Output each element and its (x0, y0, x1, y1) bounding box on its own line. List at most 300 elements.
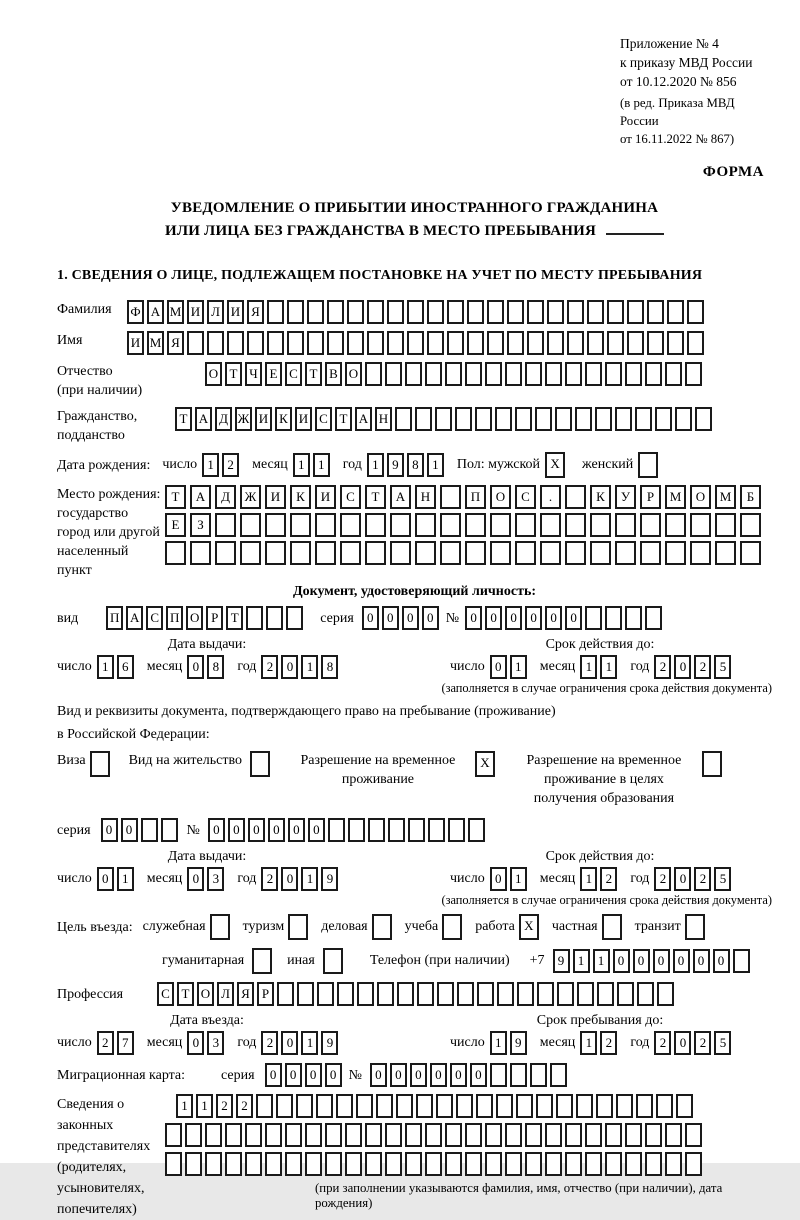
form-cell[interactable]: Р (206, 606, 223, 630)
form-cell[interactable] (428, 818, 445, 842)
form-cell[interactable]: 0 (187, 655, 204, 679)
form-cell[interactable] (340, 513, 361, 537)
form-cell[interactable]: 0 (402, 606, 419, 630)
form-cell[interactable] (645, 1123, 662, 1147)
form-cell[interactable]: М (147, 331, 164, 355)
form-cell[interactable] (547, 331, 564, 355)
form-cell[interactable] (665, 541, 686, 565)
form-cell[interactable] (327, 300, 344, 324)
form-cell[interactable] (415, 407, 432, 431)
form-cell[interactable]: И (227, 300, 244, 324)
form-cell[interactable] (505, 1152, 522, 1176)
form-cell[interactable] (605, 362, 622, 386)
form-cell[interactable] (307, 331, 324, 355)
form-cell[interactable] (565, 1152, 582, 1176)
form-cell[interactable] (210, 914, 230, 940)
form-cell[interactable] (215, 541, 236, 565)
form-cell[interactable]: X (475, 751, 495, 777)
form-cell[interactable] (545, 1123, 562, 1147)
form-cell[interactable] (266, 606, 283, 630)
form-cell[interactable] (267, 300, 284, 324)
form-cell[interactable]: 1 (301, 655, 318, 679)
form-cell[interactable]: Ф (127, 300, 144, 324)
form-cell[interactable] (585, 1123, 602, 1147)
form-cell[interactable] (465, 513, 486, 537)
form-cell[interactable]: 0 (281, 867, 298, 891)
form-cell[interactable]: А (355, 407, 372, 431)
form-cell[interactable]: И (255, 407, 272, 431)
form-cell[interactable]: 1 (593, 949, 610, 973)
form-cell[interactable]: И (295, 407, 312, 431)
form-cell[interactable]: Ж (240, 485, 261, 509)
form-cell[interactable]: 0 (285, 1063, 302, 1087)
form-cell[interactable] (545, 362, 562, 386)
form-cell[interactable]: Т (226, 606, 243, 630)
form-cell[interactable] (645, 606, 662, 630)
form-cell[interactable]: С (340, 485, 361, 509)
form-cell[interactable] (636, 1094, 653, 1118)
form-cell[interactable]: 8 (321, 655, 338, 679)
form-cell[interactable] (372, 914, 392, 940)
form-cell[interactable] (587, 331, 604, 355)
form-cell[interactable] (425, 362, 442, 386)
form-cell[interactable] (577, 982, 594, 1006)
form-cell[interactable] (265, 1123, 282, 1147)
form-cell[interactable]: 9 (321, 867, 338, 891)
form-cell[interactable]: И (187, 300, 204, 324)
form-cell[interactable] (252, 948, 272, 974)
form-cell[interactable]: 0 (410, 1063, 427, 1087)
form-cell[interactable] (547, 300, 564, 324)
form-cell[interactable]: 2 (654, 655, 671, 679)
form-cell[interactable]: Е (265, 362, 282, 386)
form-cell[interactable] (530, 1063, 547, 1087)
form-cell[interactable] (475, 407, 492, 431)
form-cell[interactable]: О (197, 982, 214, 1006)
form-cell[interactable]: 1 (313, 453, 330, 477)
form-cell[interactable]: 0 (265, 1063, 282, 1087)
form-cell[interactable] (585, 1152, 602, 1176)
form-cell[interactable]: 1 (490, 1031, 507, 1055)
form-cell[interactable]: Р (257, 982, 274, 1006)
form-cell[interactable] (325, 1152, 342, 1176)
form-cell[interactable] (675, 407, 692, 431)
form-cell[interactable] (585, 606, 602, 630)
form-cell[interactable] (590, 541, 611, 565)
form-cell[interactable] (505, 1123, 522, 1147)
form-cell[interactable] (276, 1094, 293, 1118)
form-cell[interactable] (240, 541, 261, 565)
form-cell[interactable]: А (190, 485, 211, 509)
form-cell[interactable] (607, 300, 624, 324)
form-cell[interactable] (247, 331, 264, 355)
form-cell[interactable]: 0 (490, 655, 507, 679)
form-cell[interactable]: 0 (305, 1063, 322, 1087)
form-cell[interactable] (388, 818, 405, 842)
form-cell[interactable]: 8 (207, 655, 224, 679)
form-cell[interactable] (556, 1094, 573, 1118)
form-cell[interactable]: 3 (207, 1031, 224, 1055)
form-cell[interactable]: 0 (390, 1063, 407, 1087)
form-cell[interactable]: 0 (693, 949, 710, 973)
form-cell[interactable]: 0 (674, 867, 691, 891)
form-cell[interactable]: 2 (654, 1031, 671, 1055)
form-cell[interactable] (337, 982, 354, 1006)
form-cell[interactable]: М (167, 300, 184, 324)
form-cell[interactable]: 0 (208, 818, 225, 842)
form-cell[interactable] (617, 982, 634, 1006)
form-cell[interactable] (465, 362, 482, 386)
form-cell[interactable]: 0 (674, 655, 691, 679)
form-cell[interactable] (465, 541, 486, 565)
form-cell[interactable] (645, 362, 662, 386)
form-cell[interactable] (687, 331, 704, 355)
form-cell[interactable] (627, 300, 644, 324)
form-cell[interactable] (596, 1094, 613, 1118)
form-cell[interactable] (246, 606, 263, 630)
form-cell[interactable] (585, 362, 602, 386)
form-cell[interactable] (647, 331, 664, 355)
form-cell[interactable] (605, 1123, 622, 1147)
form-cell[interactable] (715, 513, 736, 537)
form-cell[interactable] (565, 362, 582, 386)
form-cell[interactable]: 0 (673, 949, 690, 973)
form-cell[interactable]: 1 (176, 1094, 193, 1118)
form-cell[interactable] (315, 541, 336, 565)
form-cell[interactable] (615, 513, 636, 537)
form-cell[interactable] (440, 541, 461, 565)
form-cell[interactable] (286, 606, 303, 630)
form-cell[interactable] (665, 513, 686, 537)
form-cell[interactable]: О (490, 485, 511, 509)
form-cell[interactable]: 1 (367, 453, 384, 477)
form-cell[interactable] (377, 982, 394, 1006)
form-cell[interactable]: 1 (427, 453, 444, 477)
form-cell[interactable] (445, 1152, 462, 1176)
form-cell[interactable] (315, 513, 336, 537)
form-cell[interactable]: А (126, 606, 143, 630)
form-cell[interactable]: А (195, 407, 212, 431)
form-cell[interactable]: 0 (505, 606, 522, 630)
form-cell[interactable] (265, 541, 286, 565)
form-cell[interactable]: 1 (293, 453, 310, 477)
form-cell[interactable] (437, 982, 454, 1006)
form-cell[interactable]: 1 (510, 655, 527, 679)
form-cell[interactable]: 1 (301, 867, 318, 891)
form-cell[interactable]: 0 (525, 606, 542, 630)
form-cell[interactable]: 0 (613, 949, 630, 973)
form-cell[interactable] (527, 300, 544, 324)
form-cell[interactable] (640, 513, 661, 537)
form-cell[interactable] (265, 1152, 282, 1176)
form-cell[interactable]: 0 (450, 1063, 467, 1087)
form-cell[interactable] (507, 300, 524, 324)
form-cell[interactable] (525, 1123, 542, 1147)
form-cell[interactable] (368, 818, 385, 842)
form-cell[interactable]: 0 (362, 606, 379, 630)
form-cell[interactable] (590, 513, 611, 537)
form-cell[interactable]: К (590, 485, 611, 509)
form-cell[interactable] (245, 1152, 262, 1176)
form-cell[interactable] (207, 331, 224, 355)
form-cell[interactable] (477, 982, 494, 1006)
form-cell[interactable]: Я (167, 331, 184, 355)
form-cell[interactable]: 2 (694, 1031, 711, 1055)
form-cell[interactable] (635, 407, 652, 431)
form-cell[interactable] (407, 331, 424, 355)
form-cell[interactable] (485, 362, 502, 386)
form-cell[interactable]: Я (247, 300, 264, 324)
form-cell[interactable]: Н (415, 485, 436, 509)
form-cell[interactable] (690, 541, 711, 565)
form-cell[interactable] (647, 300, 664, 324)
form-cell[interactable] (445, 362, 462, 386)
form-cell[interactable]: X (545, 452, 565, 478)
form-cell[interactable]: 0 (97, 867, 114, 891)
form-cell[interactable]: П (166, 606, 183, 630)
form-cell[interactable] (365, 541, 386, 565)
form-cell[interactable] (505, 362, 522, 386)
form-cell[interactable] (227, 331, 244, 355)
form-cell[interactable]: 9 (387, 453, 404, 477)
form-cell[interactable] (387, 331, 404, 355)
form-cell[interactable] (615, 407, 632, 431)
form-cell[interactable]: X (519, 914, 539, 940)
form-cell[interactable] (456, 1094, 473, 1118)
form-cell[interactable]: Т (335, 407, 352, 431)
form-cell[interactable] (367, 300, 384, 324)
form-cell[interactable]: Б (740, 485, 761, 509)
form-cell[interactable] (448, 818, 465, 842)
form-cell[interactable]: 0 (248, 818, 265, 842)
form-cell[interactable]: Т (165, 485, 186, 509)
form-cell[interactable] (425, 1152, 442, 1176)
form-cell[interactable]: 0 (101, 818, 118, 842)
form-cell[interactable]: Т (177, 982, 194, 1006)
form-cell[interactable] (507, 331, 524, 355)
form-cell[interactable] (408, 818, 425, 842)
form-cell[interactable]: 1 (600, 655, 617, 679)
form-cell[interactable] (427, 331, 444, 355)
form-cell[interactable]: 2 (97, 1031, 114, 1055)
form-cell[interactable]: 9 (321, 1031, 338, 1055)
form-cell[interactable]: О (690, 485, 711, 509)
form-cell[interactable] (733, 949, 750, 973)
form-cell[interactable] (415, 541, 436, 565)
form-cell[interactable]: 1 (301, 1031, 318, 1055)
form-cell[interactable]: 2 (236, 1094, 253, 1118)
form-cell[interactable]: Ч (245, 362, 262, 386)
form-cell[interactable]: 1 (196, 1094, 213, 1118)
form-cell[interactable]: Л (207, 300, 224, 324)
form-cell[interactable]: 0 (268, 818, 285, 842)
form-cell[interactable] (640, 541, 661, 565)
form-cell[interactable]: С (515, 485, 536, 509)
form-cell[interactable] (340, 541, 361, 565)
form-cell[interactable] (540, 541, 561, 565)
form-cell[interactable] (605, 1152, 622, 1176)
form-cell[interactable] (627, 331, 644, 355)
form-cell[interactable] (515, 541, 536, 565)
form-cell[interactable] (357, 982, 374, 1006)
form-cell[interactable] (348, 818, 365, 842)
form-cell[interactable]: 0 (713, 949, 730, 973)
form-cell[interactable] (440, 513, 461, 537)
form-cell[interactable]: Р (640, 485, 661, 509)
form-cell[interactable]: 0 (187, 867, 204, 891)
form-cell[interactable]: 2 (654, 867, 671, 891)
form-cell[interactable] (427, 300, 444, 324)
form-cell[interactable]: 0 (288, 818, 305, 842)
form-cell[interactable] (305, 1123, 322, 1147)
form-cell[interactable] (336, 1094, 353, 1118)
form-cell[interactable] (317, 982, 334, 1006)
form-cell[interactable] (347, 331, 364, 355)
form-cell[interactable] (442, 914, 462, 940)
form-cell[interactable]: 1 (510, 867, 527, 891)
form-cell[interactable] (267, 331, 284, 355)
form-cell[interactable] (602, 914, 622, 940)
form-cell[interactable] (405, 1152, 422, 1176)
form-cell[interactable]: С (157, 982, 174, 1006)
form-cell[interactable] (595, 407, 612, 431)
form-cell[interactable]: 0 (281, 1031, 298, 1055)
form-cell[interactable] (685, 1123, 702, 1147)
form-cell[interactable] (656, 1094, 673, 1118)
form-cell[interactable]: 2 (600, 867, 617, 891)
form-cell[interactable]: С (146, 606, 163, 630)
form-cell[interactable] (447, 331, 464, 355)
form-cell[interactable] (665, 1123, 682, 1147)
form-cell[interactable] (285, 1152, 302, 1176)
form-cell[interactable] (687, 300, 704, 324)
form-cell[interactable]: 3 (207, 867, 224, 891)
form-cell[interactable]: П (465, 485, 486, 509)
form-cell[interactable] (468, 818, 485, 842)
form-cell[interactable]: Т (305, 362, 322, 386)
form-cell[interactable] (190, 541, 211, 565)
form-cell[interactable] (290, 541, 311, 565)
form-cell[interactable] (240, 513, 261, 537)
form-cell[interactable]: А (390, 485, 411, 509)
form-cell[interactable] (256, 1094, 273, 1118)
form-cell[interactable] (347, 300, 364, 324)
form-cell[interactable] (487, 300, 504, 324)
form-cell[interactable]: 0 (370, 1063, 387, 1087)
form-cell[interactable] (540, 513, 561, 537)
form-cell[interactable] (490, 513, 511, 537)
form-cell[interactable]: 5 (714, 655, 731, 679)
form-cell[interactable] (435, 407, 452, 431)
form-cell[interactable] (90, 751, 110, 777)
form-cell[interactable]: В (325, 362, 342, 386)
form-cell[interactable] (305, 1152, 322, 1176)
form-cell[interactable] (245, 1123, 262, 1147)
form-cell[interactable] (365, 1152, 382, 1176)
form-cell[interactable] (345, 1152, 362, 1176)
form-cell[interactable] (638, 452, 658, 478)
form-cell[interactable]: К (275, 407, 292, 431)
form-cell[interactable] (625, 362, 642, 386)
form-cell[interactable] (365, 513, 386, 537)
form-cell[interactable] (396, 1094, 413, 1118)
form-cell[interactable] (395, 407, 412, 431)
form-cell[interactable] (397, 982, 414, 1006)
form-cell[interactable] (307, 300, 324, 324)
form-cell[interactable] (376, 1094, 393, 1118)
form-cell[interactable]: 2 (216, 1094, 233, 1118)
form-cell[interactable] (467, 300, 484, 324)
form-cell[interactable]: 0 (674, 1031, 691, 1055)
form-cell[interactable]: Т (365, 485, 386, 509)
form-cell[interactable] (288, 914, 308, 940)
form-cell[interactable] (550, 1063, 567, 1087)
form-cell[interactable] (296, 1094, 313, 1118)
form-cell[interactable] (567, 300, 584, 324)
form-cell[interactable]: М (665, 485, 686, 509)
form-cell[interactable] (367, 331, 384, 355)
form-cell[interactable]: 2 (694, 655, 711, 679)
form-cell[interactable] (416, 1094, 433, 1118)
form-cell[interactable]: Л (217, 982, 234, 1006)
form-cell[interactable]: 1 (580, 1031, 597, 1055)
form-cell[interactable] (607, 331, 624, 355)
form-cell[interactable] (390, 541, 411, 565)
form-cell[interactable] (165, 1152, 182, 1176)
form-cell[interactable] (265, 513, 286, 537)
form-cell[interactable]: 0 (470, 1063, 487, 1087)
form-cell[interactable]: 2 (261, 1031, 278, 1055)
form-cell[interactable]: 0 (382, 606, 399, 630)
form-cell[interactable]: 7 (117, 1031, 134, 1055)
form-cell[interactable]: А (147, 300, 164, 324)
form-cell[interactable] (625, 1123, 642, 1147)
form-cell[interactable]: 2 (600, 1031, 617, 1055)
form-cell[interactable]: И (265, 485, 286, 509)
form-cell[interactable] (487, 331, 504, 355)
form-cell[interactable] (185, 1123, 202, 1147)
form-cell[interactable] (277, 982, 294, 1006)
form-cell[interactable] (465, 1152, 482, 1176)
form-cell[interactable] (667, 331, 684, 355)
form-cell[interactable]: 0 (545, 606, 562, 630)
form-cell[interactable] (637, 982, 654, 1006)
form-cell[interactable] (685, 914, 705, 940)
form-cell[interactable]: И (315, 485, 336, 509)
form-cell[interactable]: 1 (580, 867, 597, 891)
form-cell[interactable] (515, 407, 532, 431)
form-cell[interactable]: 0 (281, 655, 298, 679)
form-cell[interactable]: 6 (117, 655, 134, 679)
form-cell[interactable] (567, 331, 584, 355)
form-cell[interactable] (676, 1094, 693, 1118)
form-cell[interactable] (385, 1123, 402, 1147)
form-cell[interactable] (161, 818, 178, 842)
form-cell[interactable] (287, 331, 304, 355)
form-cell[interactable] (657, 982, 674, 1006)
form-cell[interactable] (645, 1152, 662, 1176)
form-cell[interactable]: Д (215, 485, 236, 509)
form-cell[interactable]: 0 (325, 1063, 342, 1087)
form-cell[interactable]: К (290, 485, 311, 509)
form-cell[interactable]: И (127, 331, 144, 355)
form-cell[interactable]: 2 (261, 655, 278, 679)
form-cell[interactable] (535, 407, 552, 431)
form-cell[interactable] (616, 1094, 633, 1118)
form-cell[interactable]: Т (225, 362, 242, 386)
form-cell[interactable]: Е (165, 513, 186, 537)
form-cell[interactable] (225, 1152, 242, 1176)
